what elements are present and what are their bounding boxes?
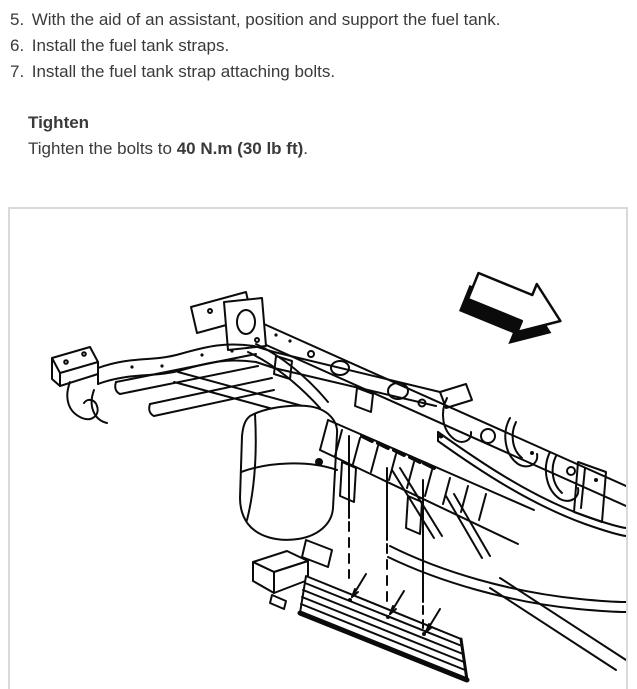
front-frame-horn	[52, 347, 107, 423]
step-7	[10, 59, 637, 85]
tighten-period: .	[303, 139, 309, 158]
step-text: With the aid of an assistant, position and support the fuel tank.	[31, 10, 501, 29]
step-text: Install the fuel tank straps.	[31, 36, 230, 55]
tighten-text: Tighten the bolts to	[28, 139, 177, 158]
strap-rail	[320, 420, 534, 558]
step-number: 6.	[10, 36, 25, 55]
torque-value: 40 N.m (30 lb ft)	[176, 139, 304, 158]
step-5	[10, 7, 637, 33]
chassis-illustration	[10, 209, 626, 689]
cab-mount-bracket	[191, 292, 266, 350]
tighten-note	[28, 110, 637, 162]
instruction-steps	[0, 0, 637, 85]
figure-panel	[8, 207, 628, 689]
tighten-body	[28, 136, 637, 162]
step-6	[10, 33, 637, 59]
step-number: 7.	[10, 62, 25, 81]
step-text: Install the fuel tank strap attaching bolts.	[31, 62, 336, 81]
frame-drop-tube	[248, 344, 328, 408]
forward-direction-arrow-icon	[459, 273, 560, 344]
step-number: 5.	[10, 10, 25, 29]
tighten-heading: Tighten	[28, 113, 90, 132]
fuel-tank	[240, 406, 337, 567]
